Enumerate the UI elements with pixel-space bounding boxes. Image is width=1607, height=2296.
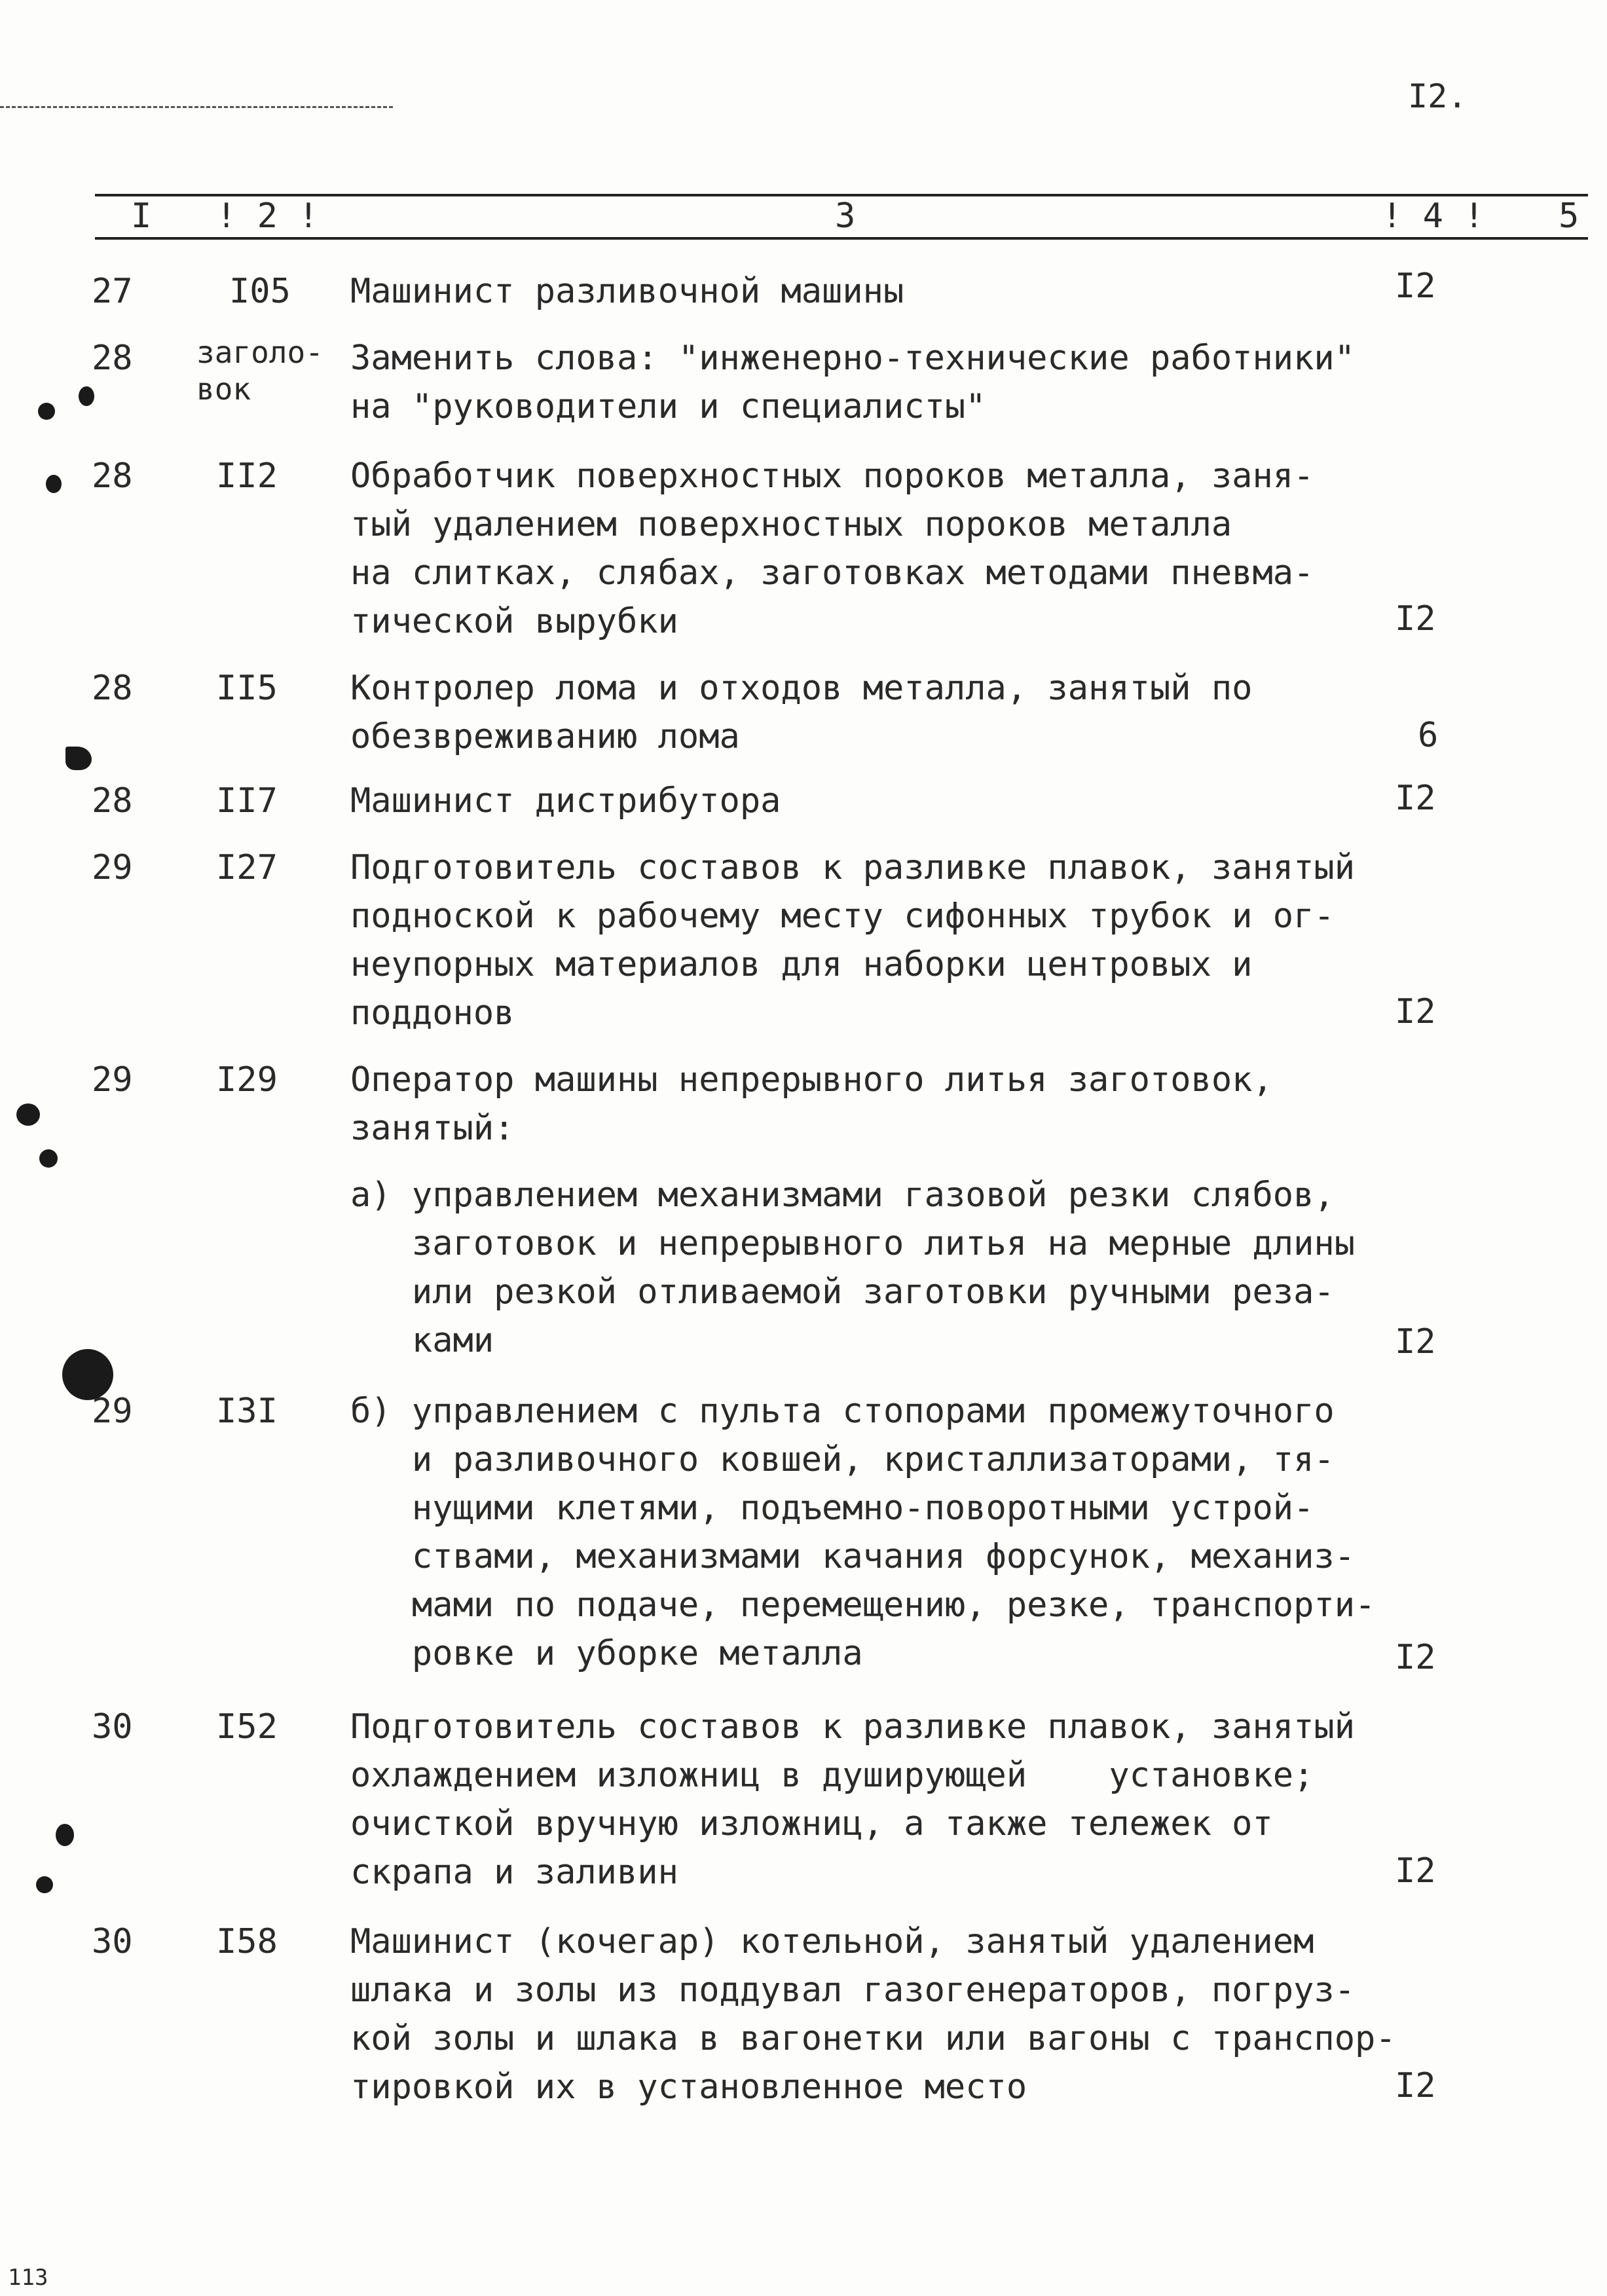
header-col-2: ! 2 !: [216, 196, 319, 236]
header-col-3: 3: [835, 196, 856, 236]
ink-stain: [65, 747, 92, 770]
header-col-4: ! 4 !: [1382, 196, 1485, 236]
row-text: Машинист (кочегар) котельной, занятый удалением шлака и золы из поддувал газогенераторов, погруз- кой золы и шлака в вагонетки или вагоны с транспор- тировкой их в установленное место: [350, 1922, 1396, 2107]
row-number: 29: [92, 1392, 133, 1431]
row-code: II7: [216, 781, 278, 821]
row-text: Обработчик поверхностных пороков металла, заня- тый удалением поверхностных пороков металла на слитках, слябах, заготовках методами пневма- тической вырубки: [350, 456, 1314, 641]
ink-stain: [79, 386, 94, 406]
row-number: 28: [92, 456, 133, 496]
header-bottom-rule: [95, 237, 1588, 240]
row-code: I27: [216, 848, 278, 887]
ink-stain: [56, 1824, 74, 1846]
binding-hole: [62, 1349, 113, 1400]
row-number: 27: [92, 272, 133, 311]
ink-stain: [16, 1103, 40, 1126]
row-value: I2: [1395, 267, 1436, 306]
row-value: I2: [1395, 2066, 1436, 2105]
row-subitem-text: а) управлением механизмами газовой резки слябов, заготовок и непрерывного литья на мерные длины или резкой отливаемой заготовки ручными реза- ками: [350, 1176, 1356, 1360]
row-value: 6: [1418, 716, 1439, 755]
row-number: 29: [92, 848, 133, 887]
row-value: I2: [1395, 1322, 1436, 1361]
row-number: 30: [92, 1922, 133, 1961]
row-code: заголо- вок: [196, 335, 323, 407]
row-number: 29: [92, 1060, 133, 1100]
row-value: I2: [1395, 1638, 1436, 1677]
row-value: I2: [1395, 992, 1436, 1031]
row-code: I29: [216, 1060, 278, 1100]
row-subitem-text: б) управлением с пульта стопорами промежуточного и разливочного ковшей, кристаллизаторами, тя- нущими клетями, подъемно-поворотными устрой- ствами, механизмами качания форсунок, механиз- мами по подаче, перемещению, резке, транспорти- ровке и уборке металла: [350, 1392, 1376, 1673]
row-text: Машинист дистрибутора: [350, 781, 781, 821]
row-number: 30: [92, 1707, 133, 1747]
row-value: I2: [1395, 599, 1436, 639]
row-text: Оператор машины непрерывного литья заготовок, занятый:: [350, 1060, 1273, 1148]
row-text: Машинист разливочной машины: [350, 272, 904, 311]
row-value: I2: [1395, 1851, 1436, 1891]
row-code: II2: [216, 456, 278, 496]
header-col-1: I: [131, 196, 152, 236]
header-col-5: 5: [1559, 196, 1579, 236]
row-number: 28: [92, 781, 133, 821]
row-value: I2: [1395, 779, 1436, 818]
ink-stain: [36, 1876, 53, 1893]
ink-stain: [39, 1149, 58, 1168]
corner-note: 113: [8, 2265, 48, 2291]
row-code: I52: [216, 1707, 278, 1747]
row-code: I58: [216, 1922, 278, 1961]
page-number: I2.: [1408, 77, 1468, 115]
row-text: Подготовитель составов к разливке плавок, занятый охлаждением изложниц в душирующей установке; очисткой вручную изложниц, а также тележек от скрапа и заливин: [350, 1707, 1356, 1892]
row-code: I3I: [216, 1392, 278, 1431]
ink-stain: [38, 403, 55, 420]
row-code: II5: [216, 669, 278, 708]
row-text: Контролер лома и отходов металла, занятый по обезвреживанию лома: [350, 669, 1253, 756]
row-code: I05: [229, 272, 291, 311]
row-number: 28: [92, 669, 133, 708]
row-number: 28: [92, 339, 133, 378]
row-text: Подготовитель составов к разливке плавок, занятый подноской к рабочему месту сифонных трубок и ог- неупорных материалов для наборки центровых и поддонов: [350, 848, 1356, 1033]
ink-stain: [46, 475, 62, 493]
top-dashed-rule: [0, 106, 393, 108]
row-text: Заменить слова: "инженерно-технические работники" на "руководители и специалисты": [350, 339, 1356, 426]
